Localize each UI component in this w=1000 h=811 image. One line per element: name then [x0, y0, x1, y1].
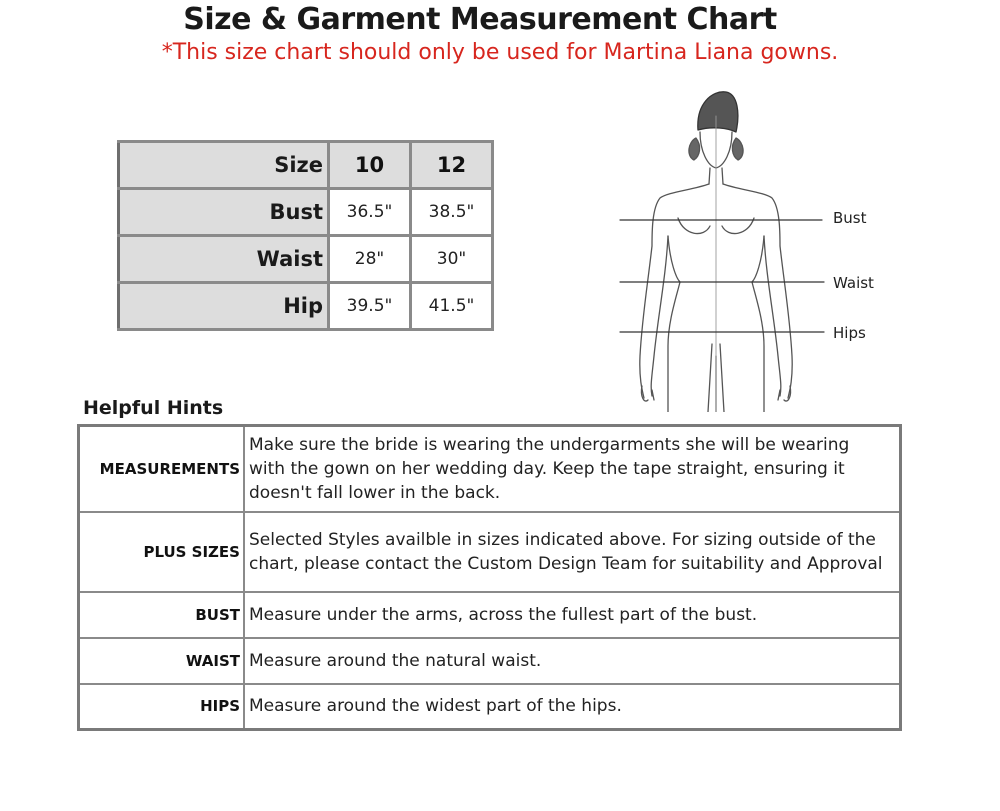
size-row-label: Waist	[119, 236, 329, 283]
measurement-figure	[612, 86, 902, 412]
size-table	[117, 140, 494, 331]
figure-label-waist: Waist	[833, 274, 874, 292]
size-row-label: Hip	[119, 283, 329, 330]
hint-key: WAIST	[79, 638, 245, 684]
hint-text: Measure under the arms, across the fullest part of the bust.	[244, 592, 901, 638]
hint-key: MEASUREMENTS	[79, 426, 245, 512]
size-row-label: Bust	[119, 189, 329, 236]
size-row-hip	[119, 283, 493, 330]
hint-key: PLUS SIZES	[79, 512, 245, 592]
size-cell: 36.5"	[329, 189, 411, 236]
hint-row-plus-sizes	[79, 512, 901, 592]
hint-text: Make sure the bride is wearing the undergarments she will be wearing with the gown on her wedding day. Keep the tape straight, ensuring it doesn't fall lower in the back.	[244, 426, 901, 512]
size-header-label: Size	[119, 142, 329, 189]
size-row-waist	[119, 236, 493, 283]
hint-row-waist	[79, 638, 901, 684]
hint-row-hips	[79, 684, 901, 730]
hints-table	[77, 424, 902, 731]
hint-key: BUST	[79, 592, 245, 638]
size-cell: 38.5"	[411, 189, 493, 236]
page-title: Size & Garment Measurement Chart	[183, 2, 777, 37]
size-row-bust	[119, 189, 493, 236]
size-cell: 39.5"	[329, 283, 411, 330]
figure-label-hips: Hips	[833, 324, 866, 342]
size-cell: 41.5"	[411, 283, 493, 330]
hints-heading: Helpful Hints	[83, 397, 224, 419]
hint-text: Measure around the natural waist.	[244, 638, 901, 684]
hint-text: Measure around the widest part of the hips.	[244, 684, 901, 730]
hint-key: HIPS	[79, 684, 245, 730]
figure-label-bust: Bust	[833, 209, 867, 227]
size-cell: 30"	[411, 236, 493, 283]
body-sketch-icon	[612, 86, 902, 412]
size-cell: 28"	[329, 236, 411, 283]
size-column-10: 10	[329, 142, 411, 189]
size-column-12: 12	[411, 142, 493, 189]
size-header-row	[119, 142, 493, 189]
hint-row-bust	[79, 592, 901, 638]
hint-text: Selected Styles availble in sizes indicated above. For sizing outside of the chart, please contact the Custom Design Team for suitability and Approval	[244, 512, 901, 592]
page-subtitle: *This size chart should only be used for Martina Liana gowns.	[161, 40, 839, 65]
hint-row-measurements	[79, 426, 901, 512]
